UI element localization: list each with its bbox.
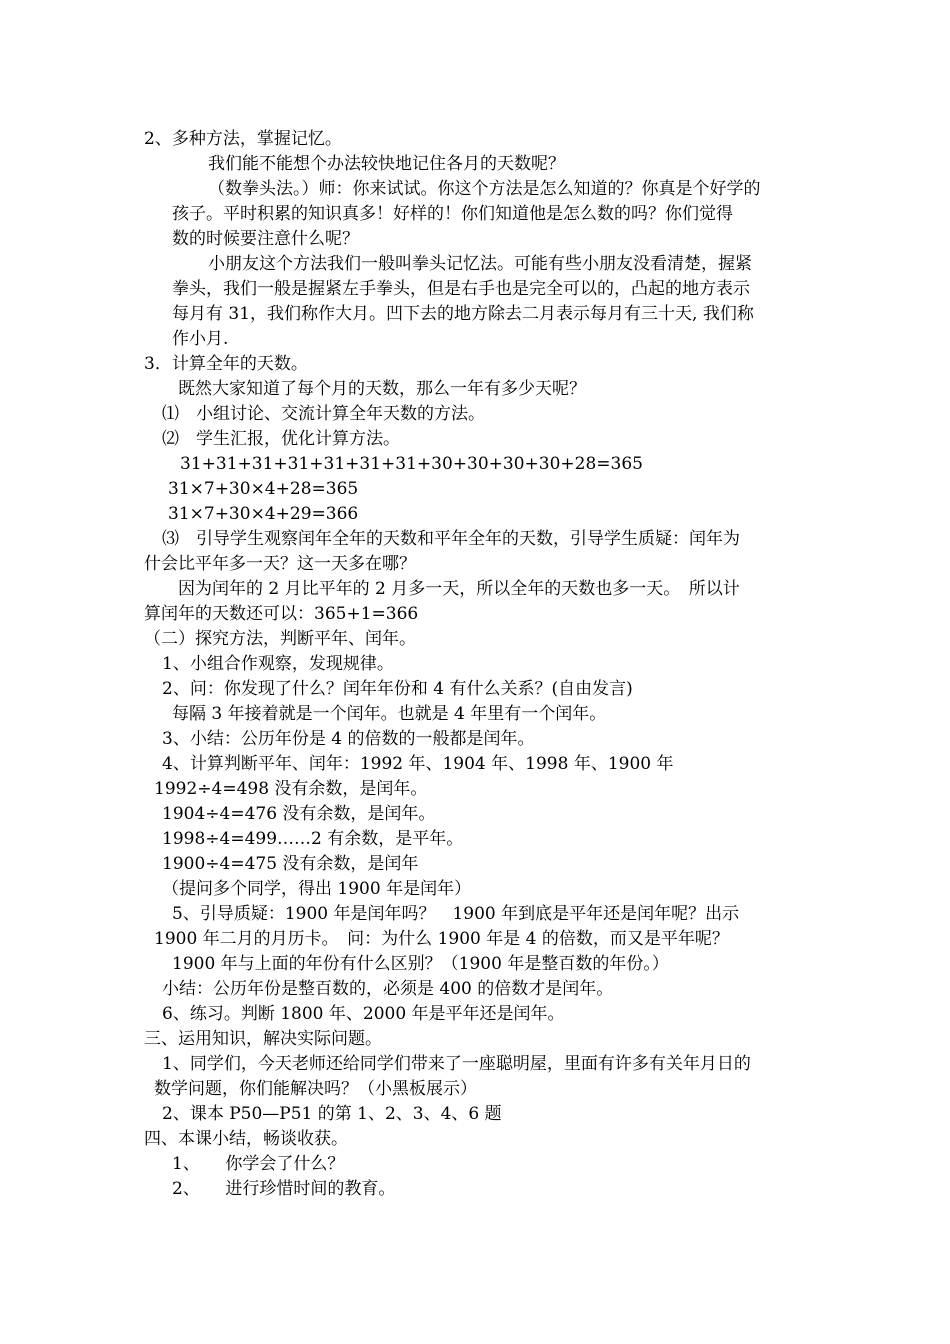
section-heading-yearly-days: 3．计算全年的天数。: [144, 354, 308, 374]
paragraph-line: （数拳头法。）师：你来试试。你这个方法是怎么知道的？你真是个好学的: [208, 179, 761, 199]
equation-line: 1998÷4=499……2 有余数，是平年。: [162, 829, 464, 849]
paragraph-line: 1900 年与上面的年份有什么区别？（1900 年是整百数的年份。）: [172, 954, 669, 974]
paragraph-line: 孩子。平时积累的知识真多！好样的！你们知道他是怎么数的吗？你们觉得: [172, 204, 733, 224]
numbered-item: ⑴ 小组讨论、交流计算全年天数的方法。: [162, 404, 485, 424]
list-item: 2、课本 P50—P51 的第 1、2、3、4、6 题: [162, 1104, 502, 1124]
question-line: 既然大家知道了每个月的天数，那么一年有多少天呢？: [178, 379, 586, 399]
section-heading-memory-methods: 2、多种方法，掌握记忆。: [144, 129, 342, 149]
equation-line: 31×7+30×4+29=366: [168, 504, 359, 524]
question-line: 我们能不能想个办法较快地记住各月的天数呢？: [208, 154, 565, 174]
paragraph-line: （提问多个同学，得出 1900 年是闰年）: [162, 879, 472, 899]
list-item: 2、 进行珍惜时间的教育。: [172, 1179, 396, 1199]
paragraph-line: 拳头，我们一般是握紧左手拳头，但是右手也是完全可以的，凸起的地方表示: [172, 279, 750, 299]
paragraph-line: 什会比平年多一天？这一天多在哪？: [144, 554, 416, 574]
list-item: 6、练习。判断 1800 年、2000 年是平年还是闰年。: [162, 1004, 565, 1024]
list-item: 1、同学们，今天老师还给同学们带来了一座聪明屋，里面有许多有关年月日的: [162, 1054, 751, 1074]
equation-line: 1992÷4=498 没有余数，是闰年。: [154, 779, 428, 799]
paragraph-line: 每隔 3 年接着就是一个闰年。也就是 4 年里有一个闰年。: [172, 704, 607, 724]
list-item: 1、 你学会了什么？: [172, 1154, 345, 1174]
equation-line: 1904÷4=476 没有余数，是闰年。: [162, 804, 436, 824]
section-heading-judge-leap-years: （二）探究方法，判断平年、闰年。: [144, 629, 416, 649]
numbered-item: ⑵ 学生汇报，优化计算方法。: [162, 429, 400, 449]
list-item: 4、计算判断平年、闰年：1992 年、1904 年、1998 年、1900 年: [162, 754, 674, 774]
section-heading-apply-knowledge: 三、运用知识，解决实际问题。: [144, 1029, 382, 1049]
paragraph-line: 1900 年二月的月历卡。 问：为什么 1900 年是 4 的倍数，而又是平年呢？: [154, 929, 729, 949]
equation-line: 31×7+30×4+28=365: [168, 479, 359, 499]
list-item: 1、小组合作观察，发现规律。: [162, 654, 394, 674]
paragraph-line: 小结：公历年份是整百数的，必须是 400 的倍数才是闰年。: [162, 979, 614, 999]
list-item: 2、问：你发现了什么？闰年年份和 4 有什么关系？(自由发言): [162, 679, 633, 699]
paragraph-line: 作小月.: [172, 329, 229, 349]
paragraph-line: 每月有 31，我们称作大月。凹下去的地方除去二月表示每月有三十天, 我们称: [172, 304, 754, 324]
list-item: 3、小结：公历年份是 4 的倍数的一般都是闰年。: [162, 729, 535, 749]
list-item: 5、引导质疑：1900 年是闰年吗？ 1900 年到底是平年还是闰年呢？出示: [172, 904, 740, 924]
equation-line: 1900÷4=475 没有余数，是闰年: [162, 854, 419, 874]
numbered-item: ⑶ 引导学生观察闰年全年的天数和平年全年的天数，引导学生质疑：闰年为: [162, 529, 740, 549]
section-heading-summary: 四、本课小结，畅谈收获。: [144, 1129, 348, 1149]
paragraph-line: 数的时候要注意什么呢？: [172, 229, 359, 249]
paragraph-line: 数学问题，你们能解决吗？（小黑板展示）: [154, 1079, 477, 1099]
paragraph-line: 因为闰年的 2 月比平年的 2 月多一天，所以全年的天数也多一天。 所以计: [178, 579, 740, 599]
paragraph-line: 算闰年的天数还可以：365+1=366: [144, 604, 419, 624]
equation-line: 31+31+31+31+31+31+31+30+30+30+30+28=365: [180, 454, 643, 474]
paragraph-line: 小朋友这个方法我们一般叫拳头记忆法。可能有些小朋友没看清楚，握紧: [208, 254, 752, 274]
